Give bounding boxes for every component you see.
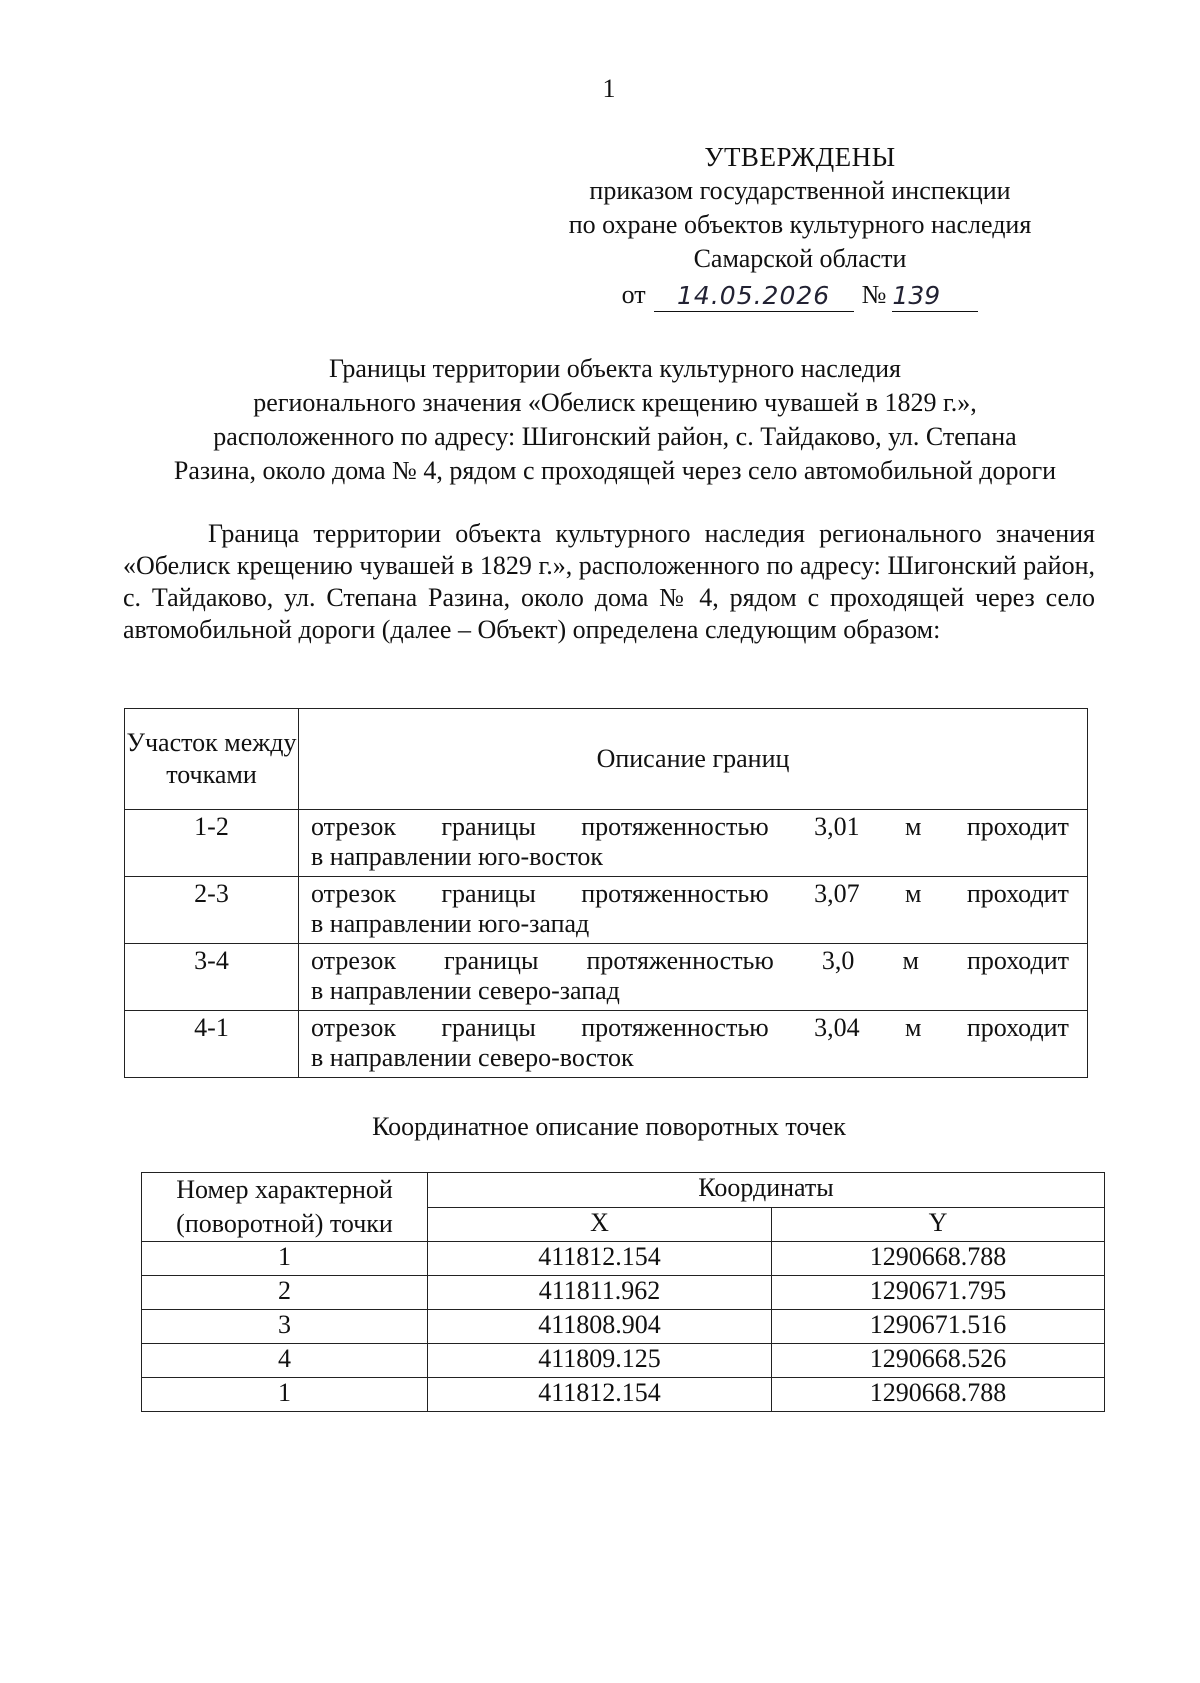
table-row [142, 1242, 1105, 1276]
date-prefix: от [621, 280, 646, 309]
segment-length: 3,04 [814, 1013, 860, 1042]
heading-line: расположенного по адресу: Шигонский район, с. Тайдаково, ул. Степана [213, 422, 1017, 451]
heading-line: Разина, около дома № 4, рядом с проходящей через село автомобильной дороги [173, 456, 1057, 485]
segment-cell: 3-4 [125, 944, 299, 1011]
description-cell: отрезок границы протяженностью 3,01 м проходит в направлении юго-восток [299, 810, 1088, 877]
segment-length: 3,0 [821, 946, 855, 975]
heading-line: Границы территории объекта культурного наследия [328, 354, 902, 383]
page-number: 1 [602, 74, 616, 103]
table-row [125, 1011, 1088, 1078]
approval-line: приказом государственной инспекции [589, 176, 1011, 205]
approval-block [540, 140, 1060, 312]
handwritten-date: 14.05.2026 [654, 281, 854, 312]
approval-title: УТВЕРЖДЕНЫ [704, 142, 896, 172]
description-cell: отрезок границы протяженностью 3,07 м проходит в направлении юго-запад [299, 877, 1088, 944]
segment-column-header: Участок между точками [125, 709, 299, 810]
coordinates-table [141, 1172, 1105, 1412]
segment-direction: в направлении юго-запад [311, 909, 590, 938]
approval-line: по охране объектов культурного наследия [568, 210, 1032, 239]
description-column-header: Описание границ [299, 709, 1088, 810]
segment-cell: 1-2 [125, 810, 299, 877]
table-row [142, 1378, 1105, 1412]
table-header-row [125, 709, 1088, 810]
y-coordinate-cell: 1290671.516 [772, 1310, 1105, 1344]
coordinates-header: Координаты [428, 1173, 1105, 1208]
heading-line: регионального значения «Обелиск крещению чувашей в 1829 г.», [253, 388, 977, 417]
table-row [125, 810, 1088, 877]
handwritten-order-number: 139 [892, 281, 978, 312]
document-heading [100, 352, 1130, 488]
description-cell: отрезок границы протяженностью 3,0 м проходит в направлении северо-запад [299, 944, 1088, 1011]
x-coordinate-cell: 411812.154 [428, 1378, 772, 1412]
point-number-cell: 1 [142, 1378, 428, 1412]
segment-cell: 4-1 [125, 1011, 299, 1078]
segment-length: 3,01 [814, 812, 860, 841]
number-prefix: № [861, 280, 887, 309]
table-row [142, 1276, 1105, 1310]
y-coordinate-cell: 1290668.788 [772, 1242, 1105, 1276]
table-row [142, 1344, 1105, 1378]
x-coordinate-cell: 411808.904 [428, 1310, 772, 1344]
boundary-description-table [124, 708, 1088, 1078]
point-number-header: Номер характерной (поворотной) точки [142, 1173, 428, 1242]
table-row [142, 1310, 1105, 1344]
point-number-cell: 1 [142, 1242, 428, 1276]
point-number-cell: 2 [142, 1276, 428, 1310]
order-date-number-line [540, 278, 1060, 312]
table-header-row [142, 1173, 1105, 1208]
segment-direction: в направлении северо-восток [311, 1043, 634, 1072]
y-coordinate-cell: 1290668.788 [772, 1378, 1105, 1412]
y-coordinate-cell: 1290671.795 [772, 1276, 1105, 1310]
x-coordinate-cell: 411809.125 [428, 1344, 772, 1378]
segment-cell: 2-3 [125, 877, 299, 944]
table-row [125, 877, 1088, 944]
y-coordinate-cell: 1290668.526 [772, 1344, 1105, 1378]
intro-paragraph: Граница территории объекта культурного наследия регионального значения «Обелиск крещению чувашей в 1829 г.», расположенного по адресу: Шигонский район, с. Тайдаково, ул. Степана Разина, около дома № 4, рядом с проходящей через село автомобильной дороги (далее – Объект) определена следующим образом: [123, 519, 1095, 644]
segment-length: 3,07 [814, 879, 860, 908]
point-number-cell: 4 [142, 1344, 428, 1378]
approval-line: Самарской области [693, 244, 907, 273]
segment-direction: в направлении северо-запад [311, 976, 620, 1005]
table-row [125, 944, 1088, 1011]
segment-direction: в направлении юго-восток [311, 842, 604, 871]
x-header: X [428, 1207, 772, 1242]
x-coordinate-cell: 411812.154 [428, 1242, 772, 1276]
coordinates-title: Координатное описание поворотных точек [372, 1112, 846, 1141]
point-number-cell: 3 [142, 1310, 428, 1344]
description-cell: отрезок границы протяженностью 3,04 м проходит в направлении северо-восток [299, 1011, 1088, 1078]
y-header: Y [772, 1207, 1105, 1242]
x-coordinate-cell: 411811.962 [428, 1276, 772, 1310]
